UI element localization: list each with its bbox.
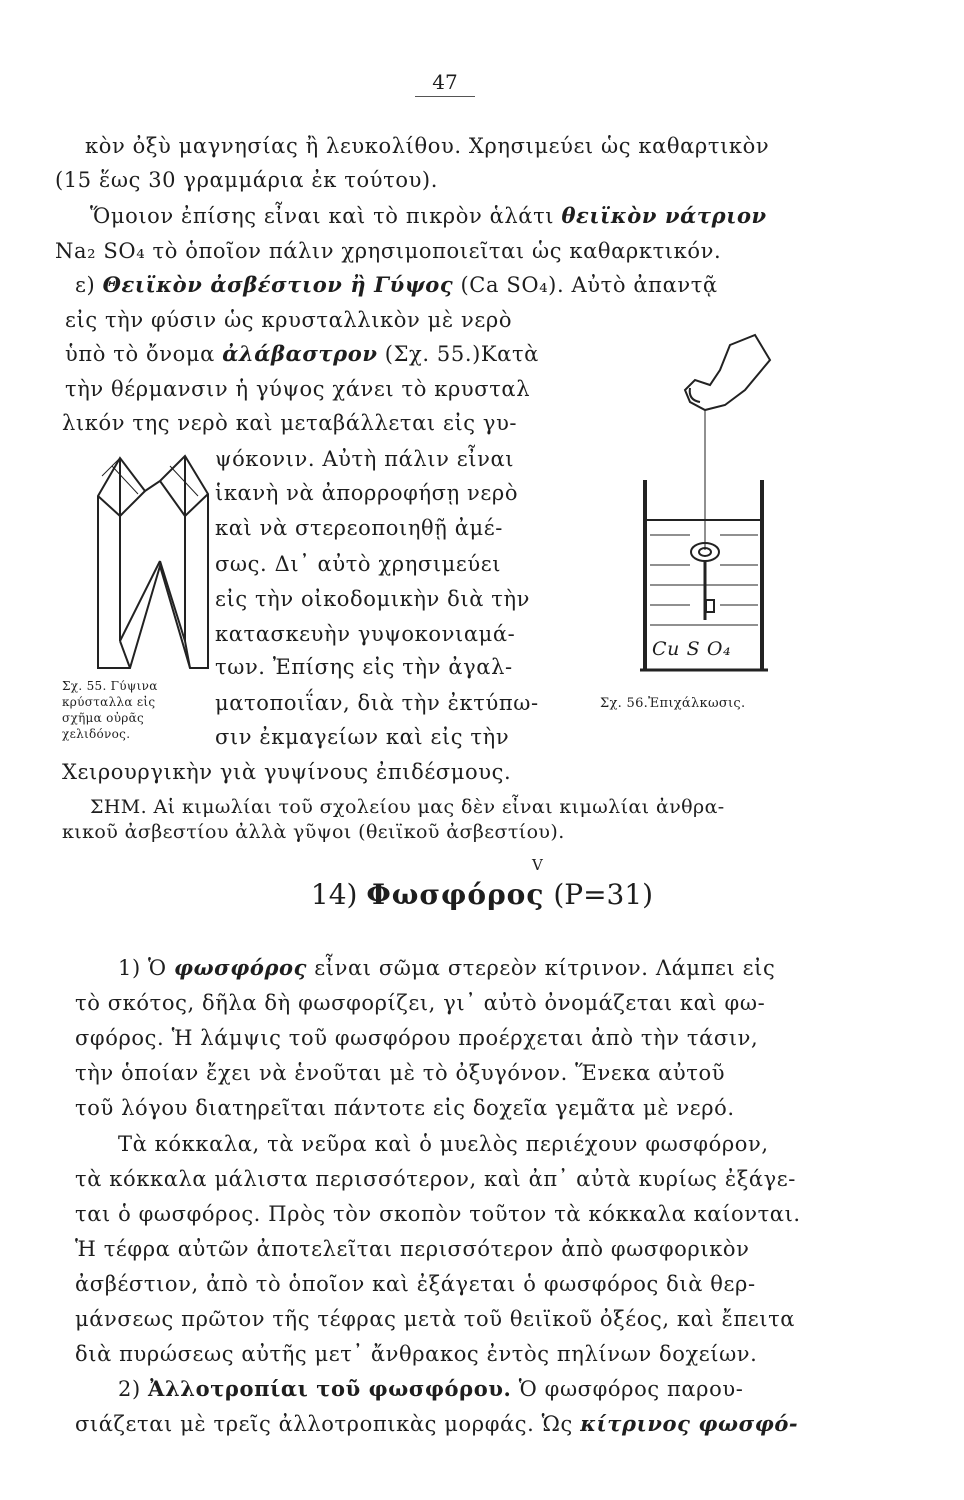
text-line: τὰ κόκκαλα μάλιστα περισσότερον, καὶ ἀπ᾽ αὐτὰ κυρίως ἐξάγε- (75, 1167, 796, 1191)
text-line: των. Ἐπίσης εἰς τὴν ἀγαλ- (215, 655, 513, 679)
text-line (118, 1376, 743, 1402)
text-span: (Σχ. 55.)Κατὰ (384, 342, 539, 366)
text-line: τοῦ λόγου διατηρεῖται πάντοτε εἰς δοχεῖα γεμᾶτα μὲ νερό. (75, 1096, 735, 1120)
text-line: λικόν της νερὸ καὶ μεταβάλλεται εἰς γυ- (62, 411, 518, 435)
page-number: 47 (415, 70, 475, 97)
text-span: (Ca SO₄). Αὐτὸ ἀπαντᾷ (460, 273, 718, 297)
caption-line: Σχ. 55. Γύψινα (62, 679, 158, 693)
text-line: Ἡ τέφρα αὐτῶν ἀποτελεῖται περισσότερον ἀπὸ φωσφορικὸν (75, 1237, 750, 1261)
text-line: ματοποιΐαν, διὰ τὴν ἐκτύπω- (215, 691, 539, 715)
text-line: καὶ νὰ στερεοποιηθῇ ἀμέ- (215, 516, 503, 540)
text-line (90, 203, 767, 229)
text-line: Χειρουργικὴν γιὰ γυψίνους ἐπιδέσμους. (62, 760, 512, 784)
text-line: σως. Δι᾽ αὐτὸ χρησιμεύει (215, 552, 502, 576)
text-line: τὴν ὁποίαν ἔχει νὰ ἑνοῦται μὲ τὸ ὀξυγόνον. Ἕνεκα αὐτοῦ (75, 1061, 726, 1085)
figure-55-crystal-illustration (90, 446, 215, 676)
section-heading (0, 878, 964, 911)
caption-56: Σχ. 56.Ἐπιχάλκωσις. (600, 696, 746, 711)
note-line: ΣΗΜ. Αἱ κιμωλίαι τοῦ σχολείου μας δὲν εἶναι κιμωλίαι ἀνθρα- (90, 796, 725, 818)
text-span: ὑπὸ τὸ ὄνομα (65, 342, 215, 366)
text-line: κὸν ὀξὺ μαγνησίας ἢ λευκολίθου. Χρησιμεύει ὡς καθαρτικὸν (85, 134, 770, 158)
list-marker: ε) (75, 273, 96, 297)
caption-line: χελιδόνος. (62, 727, 131, 741)
heading-formula: (P=31) (553, 878, 654, 911)
text-line: εἰς τὴν φύσιν ὡς κρυσταλλικὸν μὲ νερὸ (65, 308, 513, 332)
term-gypsos: Θειϊκὸν ἀσβέστιον ἢ Γύψος (102, 272, 454, 297)
heading-superscript: V (532, 856, 543, 874)
caption-line: σχῆμα οὐρᾶς (62, 711, 145, 725)
text-line: ται ὁ φωσφόρος. Πρὸς τὸν σκοπὸν τοῦτον τὰ κόκκαλα καίονται. (75, 1202, 801, 1226)
text-line (118, 955, 775, 981)
term-fosforos: φωσφόρος (173, 955, 308, 980)
text-line: ἀσβέστιον, ἀπὸ τὸ ὁποῖον καὶ ἐξάγεται ὁ φωσφόρος διὰ θερ- (75, 1272, 756, 1296)
text-line: κατασκευὴν γυψοκονιαμά- (215, 622, 516, 646)
heading-title: Φωσφόρος (366, 878, 545, 911)
text-line: ψόκονιν. Αὐτὴ πάλιν εἶναι (215, 447, 515, 471)
text-span: 2) (118, 1377, 141, 1401)
text-line: Na₂ SO₄ τὸ ὁποῖον πάλιν χρησιμοποιεῖται ὡς καθαρκτικόν. (55, 239, 722, 263)
text-line: (15 ἕως 30 γραμμάρια ἐκ τούτου). (55, 168, 438, 192)
text-span: 1) Ὁ (118, 956, 167, 980)
text-line: Τὰ κόκκαλα, τὰ νεῦρα καὶ ὁ μυελὸς περιέχουν φωσφόρον, (118, 1132, 769, 1156)
text-line (65, 341, 539, 367)
text-span: Ὁ φωσφόρος παρου- (518, 1377, 744, 1401)
text-line: τὴν θέρμανσιν ἡ γύψος χάνει τὸ κρυσταλ (65, 377, 531, 401)
note-line: κικοῦ ἀσβεστίου ἀλλὰ γῦψοι (θειϊκοῦ ἀσβεστίου). (62, 821, 565, 843)
text-line: τὸ σκότος, δῆλα δὴ φωσφορίζει, γι᾽ αὐτὸ ὀνομάζεται καὶ φω- (75, 991, 766, 1015)
figure-56-label: Cu S O₄ (652, 638, 732, 660)
term-alabastron: ἀλάβαστρον (222, 341, 378, 366)
text-line (75, 272, 718, 298)
text-line: σιν ἐκμαγείων καὶ εἰς τὴν (215, 725, 510, 749)
text-span: Ὅμοιον ἐπίσης εἶναι καὶ τὸ πικρὸν ἁλάτι (90, 204, 555, 228)
text-line: σφόρος. Ἡ λάμψις τοῦ φωσφόρου προέρχεται ἀπὸ τὴν τάσιν, (75, 1026, 759, 1050)
term-allotropiai: Ἀλλοτροπίαι τοῦ φωσφόρου. (148, 1376, 512, 1401)
term-thioiko-natrion: θειϊκὸν νάτριον (561, 203, 767, 228)
text-line: εἰς τὴν οἰκοδομικὴν διὰ τὴν (215, 587, 531, 611)
text-line (75, 1411, 798, 1437)
text-span: εἶναι σῶμα στερεὸν κίτρινον. Λάμπει εἰς (314, 956, 776, 980)
text-line: ἱκανὴ νὰ ἀπορροφήσῃ νερὸ (215, 481, 519, 505)
term-kitrinos-fosforos: κίτρινος φωσφό- (580, 1411, 799, 1436)
text-line: διὰ πυρώσεως αὐτῆς μετ᾽ ἄνθρακος ἐντὸς πηλίνων δοχείων. (75, 1342, 758, 1366)
text-line: μάνσεως πρῶτον τῆς τέφρας μετὰ τοῦ θειϊκοῦ ὀξέος, καὶ ἔπειτα (75, 1307, 796, 1331)
text-span: σιάζεται μὲ τρεῖς ἀλλοτροπικὰς μορφάς. Ὡς (75, 1412, 573, 1436)
figure-56-beaker-illustration (630, 330, 780, 680)
caption-line: κρύσταλλα εἰς (62, 695, 156, 709)
heading-number: 14) (310, 878, 358, 911)
